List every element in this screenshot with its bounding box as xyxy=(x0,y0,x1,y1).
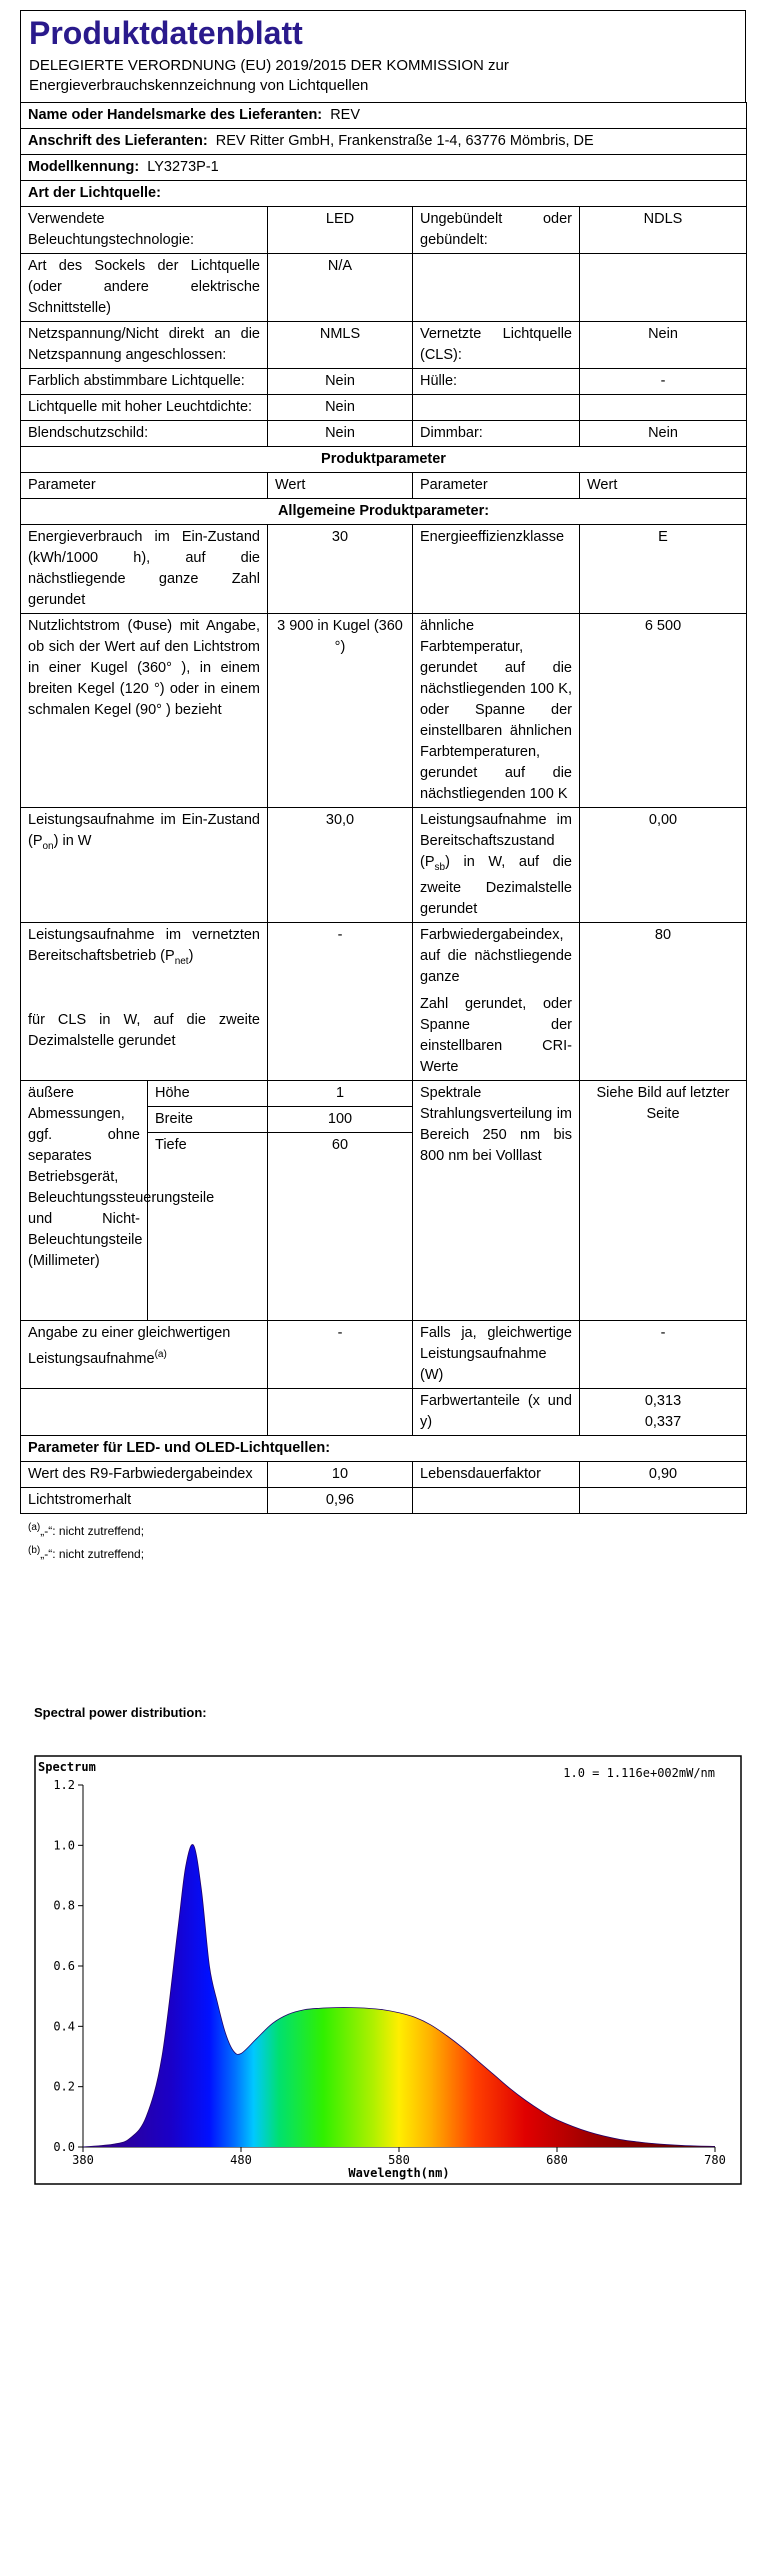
high-luminance-label: Lichtquelle mit hoher Leuchtdichte: xyxy=(21,395,268,421)
spd-chart xyxy=(34,1755,742,2185)
survival-value: 0,90 xyxy=(580,1461,747,1487)
footnote-b: $^{(b)}$„-“: nicht zutreffend; xyxy=(28,1544,145,1561)
general-heading: Allgemeine Produktparameter: xyxy=(21,499,747,525)
chroma-value xyxy=(580,1388,747,1435)
energy-label: Energieverbrauch im Ein-Zustand (kWh/1000 h), auf die nächstliegende ganze Zahl gerundet xyxy=(21,525,268,614)
lumen-label: Lichtstromerhalt xyxy=(21,1487,268,1513)
y-tick-label: 0.8 xyxy=(53,1898,75,1913)
footnotes xyxy=(20,1514,746,1568)
flux-row xyxy=(21,614,747,808)
chroma-x: 0,313 xyxy=(644,1392,682,1409)
pon-value: 30,0 xyxy=(268,808,413,923)
product-params-heading: Produktparameter xyxy=(21,447,747,473)
light-source-heading: Art der Lichtquelle: xyxy=(21,181,747,207)
equiv-label: Angabe zu einer gleichwertigen Leistungsaufnahme$^{(a)}$ xyxy=(21,1320,268,1388)
regulation-subtitle: DELEGIERTE VERORDNUNG (EU) 2019/2015 DER KOMMISSION zur Energieverbrauchskennzeichnung von Lichtquellen xyxy=(20,54,746,102)
survival-label: Lebensdauerfaktor xyxy=(413,1461,580,1487)
depth-value: 60 xyxy=(268,1132,413,1320)
chart-title: Spectrum xyxy=(38,1760,96,1774)
led-heading-row xyxy=(21,1435,747,1461)
x-tick-label: 780 xyxy=(704,2153,726,2167)
cap-row xyxy=(21,254,747,322)
col-param-1: Parameter xyxy=(21,473,268,499)
envelope-label: Hülle: xyxy=(413,369,580,395)
focus-label: Ungebündelt oder gebündelt: xyxy=(413,207,580,254)
datasheet xyxy=(20,10,746,1568)
y-tick-label: 0.0 xyxy=(53,2140,75,2154)
supplier-value: REV xyxy=(330,107,361,123)
dims-row xyxy=(21,1080,747,1106)
light-source-heading-row xyxy=(21,181,747,207)
x-tick-label: 380 xyxy=(72,2153,94,2167)
lumen-row xyxy=(21,1487,747,1513)
mains-value: NMLS xyxy=(268,322,413,369)
high-luminance-row xyxy=(21,395,747,421)
model-row xyxy=(21,155,747,181)
width-label: Breite xyxy=(148,1106,268,1132)
cls-value: Nein xyxy=(580,322,747,369)
column-header-row xyxy=(21,473,747,499)
height-label: Höhe xyxy=(148,1080,268,1106)
y-tick-label: 0.6 xyxy=(53,1959,75,1973)
r9-label: Wert des R9-Farbwiedergabeindex xyxy=(21,1461,268,1487)
supplier-row xyxy=(21,103,747,129)
footnote-a: $^{(a)}$„-“: nicht zutreffend; xyxy=(28,1521,145,1538)
dimmable-label: Dimmbar: xyxy=(413,421,580,447)
depth-label: Tiefe xyxy=(148,1132,268,1320)
flux-label: Nutzlichtstrom (Φuse) mit Angabe, ob sich der Wert auf den Lichtstrom in einer Kugel (360° ), in einem breiten Kegel (120 °) oder in einem schmalen Kegel (90° ) bezieht xyxy=(21,614,268,808)
chroma-y: 0,337 xyxy=(644,1413,682,1430)
cri-value: 80 xyxy=(580,922,747,1080)
datasheet-table xyxy=(20,102,747,1514)
led-heading: Parameter für LED- und OLED-Lichtquellen: xyxy=(21,1435,747,1461)
cri-label: Farbwiedergabeindex, auf die nächstliegende ganze Zahl gerundet, oder Spanne der einstellbaren CRI-Werte xyxy=(413,922,580,1080)
product-params-heading-row xyxy=(21,447,747,473)
r9-row xyxy=(21,1461,747,1487)
tech-value: LED xyxy=(268,207,413,254)
glare-value: Nein xyxy=(268,421,413,447)
col-value-2: Wert xyxy=(580,473,747,499)
width-value: 100 xyxy=(268,1106,413,1132)
pon-row xyxy=(21,808,747,923)
dims-label: äußere Abmessungen, ggf. ohne separates Betriebsgerät, Beleuchtungssteuerungsteile und Nicht-Beleuchtungsteile (Millimeter) xyxy=(21,1080,148,1320)
tunable-row xyxy=(21,369,747,395)
focus-value: NDLS xyxy=(580,207,747,254)
flux-value: 3 900 in Kugel (360 °) xyxy=(268,614,413,808)
pnet-value: - xyxy=(268,922,413,1080)
mains-label: Netzspannung/Nicht direkt an die Netzspannung angeschlossen: xyxy=(21,322,268,369)
equiv-power-label: Falls ja, gleichwertige Leistungsaufnahme (W) xyxy=(413,1320,580,1388)
high-luminance-value: Nein xyxy=(268,395,413,421)
y-tick-label: 1.2 xyxy=(53,1778,75,1792)
height-value: 1 xyxy=(268,1080,413,1106)
chroma-row xyxy=(21,1388,747,1435)
spectral-label: Spektrale Strahlungsverteilung im Bereich 250 nm bis 800 nm bei Volllast xyxy=(413,1080,580,1320)
y-tick-label: 1.0 xyxy=(53,1838,75,1853)
spectral-value: Siehe Bild auf letzter Seite xyxy=(580,1080,747,1320)
glare-row xyxy=(21,421,747,447)
spd-caption: Spectral power distribution: xyxy=(34,1705,207,1720)
cls-label: Vernetzte Lichtquelle (CLS): xyxy=(413,322,580,369)
supplier-label: Name oder Handelsmarke des Lieferanten: xyxy=(28,107,323,123)
psb-value: 0,00 xyxy=(580,808,747,923)
psb-label: Leistungsaufnahme im Bereitschaftszustand $(P_{sb})$ in W, auf die zweite Dezimalstelle gerundet xyxy=(413,808,580,923)
chroma-label: Farbwertanteile (x und y) xyxy=(413,1388,580,1435)
class-label: Energieeffizienzklasse xyxy=(413,525,580,614)
equiv-value: - xyxy=(268,1320,413,1388)
cap-label: Art des Sockels der Lichtquelle (oder andere elektrische Schnittstelle) xyxy=(21,254,268,322)
tunable-label: Farblich abstimmbare Lichtquelle: xyxy=(21,369,268,395)
dimmable-value: Nein xyxy=(580,421,747,447)
col-value-1: Wert xyxy=(268,473,413,499)
x-tick-label: 580 xyxy=(388,2153,410,2167)
mains-row xyxy=(21,322,747,369)
pon-label: Leistungsaufnahme im Ein-Zustand $(P_{on})$ in W xyxy=(21,808,268,923)
energy-value: 30 xyxy=(268,525,413,614)
class-value: E xyxy=(580,525,747,614)
x-tick-label: 680 xyxy=(546,2153,568,2167)
envelope-value: - xyxy=(580,369,747,395)
cct-value: 6 500 xyxy=(580,614,747,808)
y-tick-label: 0.4 xyxy=(53,2019,75,2034)
y-tick-label: 0.2 xyxy=(53,2079,75,2094)
x-axis-label: Wavelength(nm) xyxy=(348,2166,450,2180)
equiv-power-value: - xyxy=(580,1320,747,1388)
model-label: Modellkennung: xyxy=(28,159,140,175)
tunable-value: Nein xyxy=(268,369,413,395)
chart-annotation: 1.0 = 1.116e+002mW/nm xyxy=(563,1766,715,1780)
pnet-label: Leistungsaufnahme im vernetzten Bereitschaftsbetrieb $(P_{net})$ für CLS in W, auf die zweite Dezimalstelle gerundet xyxy=(21,922,268,1080)
equiv-row xyxy=(21,1320,747,1388)
tech-label: Verwendete Beleuchtungstechnologie: xyxy=(21,207,268,254)
cct-label: ähnliche Farbtemperatur, gerundet auf die nächstliegenden 100 K, oder Spanne der einstellbaren ähnlichen Farbtemperaturen, gerundet auf die nächstliegenden 100 K xyxy=(413,614,580,808)
address-label: Anschrift des Lieferanten: xyxy=(28,133,208,149)
r9-value: 10 xyxy=(268,1461,413,1487)
x-tick-label: 480 xyxy=(230,2153,252,2167)
page-title: Produktdatenblatt xyxy=(20,10,746,54)
col-param-2: Parameter xyxy=(413,473,580,499)
general-heading-row xyxy=(21,499,747,525)
address-value: REV Ritter GmbH, Frankenstraße 1-4, 63776 Mömbris, DE xyxy=(215,133,594,149)
cap-value: N/A xyxy=(268,254,413,322)
address-row xyxy=(21,129,747,155)
tech-row xyxy=(21,207,747,254)
pnet-row xyxy=(21,922,747,1080)
lumen-value: 0,96 xyxy=(268,1487,413,1513)
energy-row xyxy=(21,525,747,614)
model-value: LY3273P-1 xyxy=(147,159,219,175)
glare-label: Blendschutzschild: xyxy=(21,421,268,447)
